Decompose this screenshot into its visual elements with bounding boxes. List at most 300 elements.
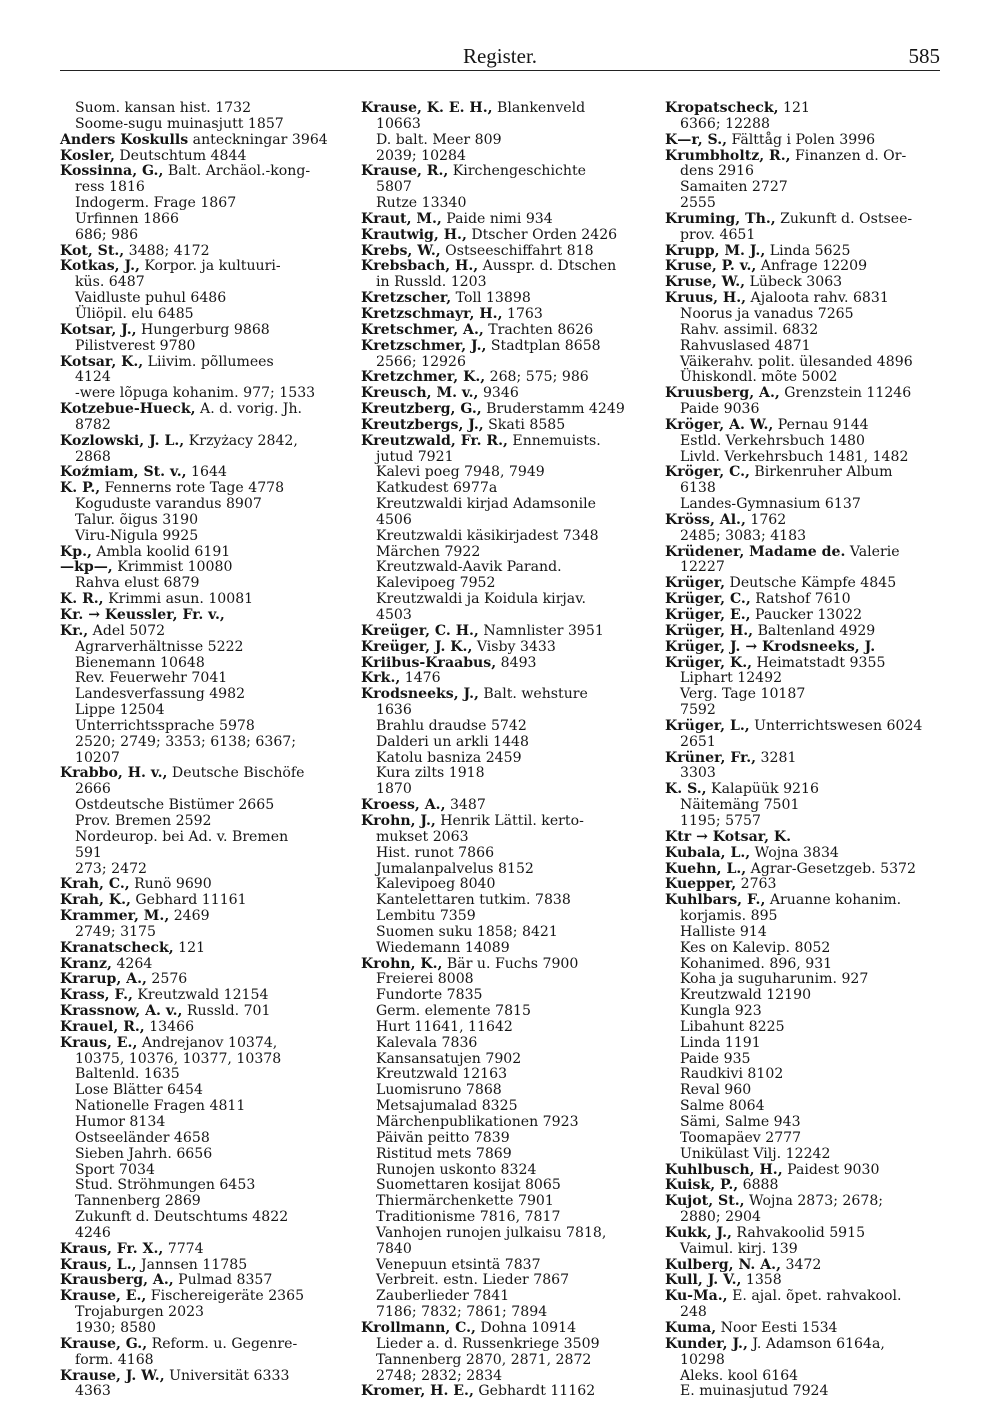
index-entry-heading (665, 386, 941, 402)
index-entry-heading (665, 1226, 941, 1242)
entry-reference: 7774 (163, 1240, 204, 1257)
entry-reference: E. ajal. õpet. rahvakool. (727, 1288, 902, 1305)
header-rule (60, 70, 940, 71)
entry-name: Kreutzwald, Fr. R., (361, 432, 508, 449)
entry-name: Kretzscher, (361, 290, 452, 307)
index-subentry: Rev. Feuerwehr 7041 (75, 670, 228, 687)
entry-name: Kot, St., (60, 242, 125, 259)
index-subentry: Jumalanpalvelus 8152 (376, 860, 534, 877)
index-subentry: Humor 8134 (75, 1114, 166, 1130)
index-subentry: Kantelettaren tutkim. 7838 (376, 892, 571, 909)
index-subentry: Fundorte 7835 (376, 987, 483, 1004)
entry-reference: Henrik Lättil. kerto- (435, 812, 584, 829)
entry-name: Krüger, (665, 575, 726, 592)
entry-name: Krodsneeks, J., (361, 686, 479, 703)
entry-name: Krauel, R., (60, 1018, 145, 1035)
index-entry-heading (665, 576, 941, 592)
index-entry-heading (361, 687, 639, 703)
index-entry-continuation: 4363 (75, 1383, 111, 1400)
index-entry-continuation: 10298 (680, 1351, 725, 1368)
page-number: 585 (908, 44, 940, 68)
entry-name: Kröger, C., (665, 464, 750, 481)
entry-reference: Dohna 10914 (475, 1319, 577, 1336)
index-entry-heading (361, 323, 639, 339)
index-entry-heading (361, 671, 639, 687)
index-subentry: 4503 (376, 607, 412, 623)
index-subentry: Venepuun etsintä 7837 (376, 1256, 541, 1273)
index-entry-heading (60, 323, 336, 339)
entry-reference: 3488; 4172 (124, 242, 210, 259)
index-subentry: 2748; 2832; 2834 (376, 1367, 503, 1384)
page-header (60, 38, 940, 72)
entry-reference: Hungerburg 9868 (136, 321, 270, 338)
entry-name: —kp—, (60, 559, 113, 576)
index-subentry: Nordeurop. bei Ad. v. Bremen (75, 828, 289, 845)
index-subentry: Dalderi un arkli 1448 (376, 733, 529, 750)
entry-name: K. P., (60, 480, 101, 497)
index-subentry: Vaimul. kirj. 139 (680, 1240, 798, 1257)
index-entry-continuation: 2868 (75, 448, 111, 465)
entry-name: Kubala, L., (665, 844, 751, 861)
index-subentry: 591 (75, 844, 102, 861)
entry-reference: A. d. vorig. Jh. (195, 401, 303, 418)
index-column-1 (60, 101, 336, 1400)
index-entry-heading (361, 101, 639, 117)
index-subentry: Ristitud mets 7869 (376, 1145, 512, 1162)
entry-name: Kull, J. V., (665, 1272, 742, 1289)
index-subentry: Kungla 923 (680, 1003, 762, 1020)
entry-name: Kotkas, J., (60, 258, 140, 275)
entry-name: Kukk, J., (665, 1224, 732, 1241)
index-entry-heading (60, 608, 336, 624)
index-subentry: Libahunt 8225 (680, 1018, 785, 1035)
index-entry-continuation: dens 2916 (680, 163, 755, 180)
index-subentry: Rutze 13340 (376, 195, 467, 212)
index-entry-heading (665, 1337, 941, 1353)
index-entry-heading (665, 133, 941, 149)
index-entry-continuation: 2566; 12926 (376, 353, 466, 370)
entry-reference: Liivim. põllumees (143, 353, 274, 370)
entry-name: Krassnow, A. v., (60, 1003, 183, 1020)
index-subentry: Suom. kansan hist. 1732 (75, 100, 252, 116)
index-entry-heading (665, 782, 941, 798)
index-entry-heading (60, 434, 336, 450)
entry-name: Krohn, J., (361, 812, 436, 829)
index-subentry: Tannenberg 2869 (75, 1193, 201, 1210)
index-subentry: 2039; 10284 (376, 147, 466, 164)
entry-reference: Toll 13898 (451, 290, 531, 307)
index-entry-heading (361, 307, 639, 323)
index-entry-heading (665, 244, 941, 260)
index-subentry: Baltenld. 1635 (75, 1066, 180, 1083)
index-subentry: Kreutzwald 12190 (680, 987, 812, 1004)
index-subentry: Rahvuslased 4871 (680, 337, 811, 354)
index-entry-heading (361, 291, 639, 307)
index-entry-heading (665, 1273, 941, 1289)
index-entry-heading (665, 418, 941, 434)
index-subentry: Zauberlieder 7841 (376, 1288, 510, 1305)
index-entry-heading (60, 465, 336, 481)
entry-reference: Andrejanov 10374, (137, 1034, 278, 1051)
index-entry-heading (665, 1289, 941, 1305)
entry-name: Kujot, St., (665, 1193, 745, 1210)
index-subentry: Rahva elust 6879 (75, 575, 200, 592)
index-entry-continuation: 248 (680, 1304, 707, 1321)
entry-reference: Zukunft d. Ostsee- (775, 210, 913, 227)
entry-name: Anders Koskulls (60, 131, 189, 148)
index-subentry: 686; 986 (75, 226, 139, 243)
index-entry-heading (60, 592, 336, 608)
entry-reference: Korpor. ja kultuuri- (139, 258, 281, 275)
index-subentry: Traditionisme 7816, 7817 (376, 1209, 561, 1226)
entry-reference: Fennerns rote Tage 4778 (100, 480, 285, 497)
index-entry-continuation: 4124 (75, 369, 111, 386)
index-subentry: Zukunft d. Deutschtums 4822 (75, 1209, 289, 1226)
entry-name: Kromer, H. E., (361, 1383, 474, 1400)
index-subentry: Kura zilts 1918 (376, 765, 485, 782)
index-subentry: 4506 (376, 511, 412, 528)
index-entry-heading (361, 244, 639, 260)
entry-reference: 1644 (186, 464, 227, 481)
entry-name: Krohn, K., (361, 955, 443, 972)
entry-name: Kruming, Th., (665, 210, 776, 227)
index-entry-heading (665, 862, 941, 878)
entry-name: Kuehn, L., (665, 860, 747, 877)
index-subentry: Aleks. kool 6164 (680, 1367, 799, 1384)
index-subentry: Lippe 12504 (75, 702, 165, 719)
index-subentry: Lembitu 7359 (376, 908, 476, 925)
index-entry-heading (60, 893, 336, 909)
index-entry-heading (665, 830, 941, 846)
entry-name: Kuma, (665, 1319, 717, 1336)
entry-reference: 2469 (169, 908, 210, 925)
entry-reference: anteckningar 3964 (188, 131, 328, 148)
entry-reference: 2763 (736, 876, 777, 893)
entry-name: Kotsar, J., (60, 321, 137, 338)
entry-name: Ku-Ma., (665, 1288, 728, 1305)
index-entry-heading (60, 624, 336, 640)
entry-name: K. S., (665, 781, 707, 798)
index-subentry: 7592 (680, 702, 716, 719)
index-entry-heading (665, 259, 941, 275)
entry-name: Ktr → Kotsar, K. (665, 828, 792, 845)
index-subentry: Landesverfassung 4982 (75, 686, 246, 703)
index-subentry: Katkudest 6977a (376, 480, 498, 497)
entry-reference: Ennemuists. (507, 432, 601, 449)
index-subentry: Sämi, Salme 943 (680, 1114, 801, 1130)
index-entry-heading (60, 909, 336, 925)
index-subentry: Indogerm. Frage 1867 (75, 195, 237, 212)
entry-reference: Ajaloota rahv. 6831 (746, 290, 889, 307)
entry-reference: Namnlister 3951 (478, 622, 604, 639)
index-subentry: 2555 (680, 195, 716, 212)
index-entry-heading (665, 513, 941, 529)
entry-reference: Reform. u. Gegenre- (147, 1335, 298, 1352)
index-subentry: Trojaburgen 2023 (75, 1304, 205, 1321)
index-entry-continuation: in Russld. 1203 (376, 274, 487, 291)
entry-name: Krk., (361, 670, 401, 687)
index-entry-continuation: 2651 (680, 733, 716, 750)
index-subentry: Lieder a. d. Russenkriege 3509 (376, 1335, 600, 1352)
entry-name: Krabbo, H. v., (60, 765, 168, 782)
index-subentry: Samaiten 2727 (680, 179, 788, 196)
entry-reference: Bär u. Fuchs 7900 (442, 955, 579, 972)
index-entry-heading (665, 893, 941, 909)
entry-name: Krause, G., (60, 1335, 148, 1352)
index-subentry: Verbreit. estn. Lieder 7867 (376, 1272, 570, 1289)
index-entry-heading (60, 133, 336, 149)
entry-reference: Unterrichtswesen 6024 (749, 717, 923, 734)
index-entry-heading (60, 972, 336, 988)
index-subentry: Landes-Gymnasium 6137 (680, 496, 861, 513)
entry-reference: Bruderstamm 4249 (481, 401, 625, 418)
entry-name: Kuepper, (665, 876, 737, 893)
entry-name: Krah, K., (60, 892, 131, 909)
entry-reference: Gebhardt 11162 (473, 1383, 596, 1400)
entry-name: Krah, C., (60, 876, 130, 893)
index-subentry: Liphart 12492 (680, 670, 783, 687)
index-entry-heading (361, 640, 639, 656)
entry-reference: Gebhard 11161 (130, 892, 247, 909)
entry-name: Krause, R., (361, 163, 449, 180)
index-subentry: Lose Blätter 6454 (75, 1082, 203, 1099)
entry-name: Kranz, (60, 955, 112, 972)
entry-reference: Runö 9690 (129, 876, 212, 893)
entry-reference: Russld. 701 (182, 1003, 271, 1020)
entry-reference: 268; 575; 986 (485, 369, 589, 386)
index-subentry: Soome-sugu muinasjutt 1857 (75, 115, 284, 132)
index-entry-heading (665, 624, 941, 640)
entry-name: Kretschmer, A., (361, 321, 484, 338)
index-subentry: Kalevala 7836 (376, 1034, 478, 1051)
entry-reference: Noor Eesti 1534 (716, 1319, 838, 1336)
entry-name: Kreüger, C. H., (361, 622, 479, 639)
index-subentry: Thiermärchenkette 7901 (376, 1193, 554, 1210)
entry-name: Kruse, P. v., (665, 258, 757, 275)
index-column-3 (665, 101, 941, 1400)
index-subentry: Verg. Tage 10187 (680, 686, 806, 703)
entry-name: Krüner, Fr., (665, 749, 757, 766)
index-subentry: 1930; 8580 (75, 1319, 156, 1336)
index-entry-heading (60, 402, 336, 418)
entry-reference: Visby 3433 (472, 638, 556, 655)
entry-name: Krause, E., (60, 1288, 147, 1305)
entry-reference: 13466 (144, 1018, 195, 1035)
index-subentry: Livld. Verkehrsbuch 1481, 1482 (680, 448, 909, 465)
entry-name: Kretzchmer, K., (361, 369, 486, 386)
entry-reference: Jannsen 11785 (136, 1256, 248, 1273)
index-entry-heading (60, 355, 336, 371)
index-entry-heading (361, 386, 639, 402)
index-subentry: Kreutzwaldi kirjad Adamsonile (376, 496, 596, 513)
index-entry-continuation: 1636 (376, 702, 412, 719)
entry-name: Krüger, J. → Krodsneeks, J. (665, 638, 876, 655)
index-entry-heading (60, 1289, 336, 1305)
index-entry-heading (361, 228, 639, 244)
entry-name: Kozlowski, J. L., (60, 432, 185, 449)
index-subentry: 7186; 7832; 7861; 7894 (376, 1304, 548, 1321)
index-subentry: Märchenpublikationen 7923 (376, 1114, 579, 1130)
entry-reference: Pulmad 8357 (173, 1272, 273, 1289)
index-subentry: 10207 (75, 749, 120, 766)
index-entry-continuation: 2880; 2904 (680, 1209, 761, 1226)
index-entry-heading (665, 719, 941, 735)
index-subentry: Koguduste varandus 8907 (75, 496, 262, 513)
index-entry-heading (60, 1337, 336, 1353)
index-entry-heading (60, 766, 336, 782)
entry-reference: Anfrage 12209 (756, 258, 868, 275)
index-subentry: 4246 (75, 1224, 111, 1241)
entry-name: Kuisk, P., (665, 1177, 739, 1194)
entry-reference: Skati 8585 (483, 416, 566, 433)
index-subentry: -were lõpuga kohanim. 977; 1533 (75, 385, 316, 402)
entry-name: Krebsbach, H., (361, 258, 479, 275)
entry-name: Krarup, A., (60, 971, 147, 988)
index-subentry: Ühiskondl. mõte 5002 (680, 369, 838, 386)
index-entry-heading (60, 1242, 336, 1258)
entry-name: Kossinna, G., (60, 163, 164, 180)
entry-name: Koźmiam, St. v., (60, 464, 187, 481)
index-subentry: Kalevipoeg 8040 (376, 876, 496, 893)
index-subentry: 273; 2472 (75, 860, 147, 877)
entry-reference: Stadtplan 8658 (486, 337, 601, 354)
index-entry-heading (665, 545, 941, 561)
entry-reference: 2576 (146, 971, 188, 988)
index-entry-heading (361, 798, 639, 814)
entry-name: Kunder, J., (665, 1335, 748, 1352)
index-entry-heading (665, 608, 941, 624)
entry-name: K. R., (60, 591, 104, 608)
index-subentry: Sieben Jahrh. 6656 (75, 1145, 213, 1162)
entry-reference: Birkenruher Album (749, 464, 893, 481)
entry-reference: Kirchengeschichte (448, 163, 586, 180)
index-entry-continuation: Kalevipoeg 7952 (376, 575, 496, 592)
index-subentry: Vanhojen runojen julkaisu 7818, (376, 1224, 607, 1241)
index-subentry: Urfinnen 1866 (75, 210, 179, 227)
index-entry-heading (60, 941, 336, 957)
index-subentry: Runojen uskonto 8324 (376, 1161, 537, 1178)
index-subentry: Viru-Nigula 9925 (75, 527, 199, 544)
index-entry-heading (60, 1020, 336, 1036)
entry-reference: Universität 6333 (164, 1367, 290, 1384)
index-entry-continuation: korjamis. 895 (680, 908, 778, 925)
index-entry-continuation: 10663 (376, 115, 421, 132)
index-subentry: Ostdeutsche Bistümer 2665 (75, 797, 275, 814)
index-entry-heading (361, 1384, 639, 1400)
entry-name: Kotsar, K., (60, 353, 144, 370)
entry-reference: Deutsche Kämpfe 4845 (725, 575, 897, 592)
index-entry-heading (60, 988, 336, 1004)
index-subentry: Salme 8064 (680, 1098, 765, 1115)
entry-name: Krebs, W., (361, 242, 441, 259)
entry-reference: J. Adamson 6164a, (747, 1335, 885, 1352)
index-subentry: Suomettaren kosijat 8065 (376, 1177, 561, 1194)
index-entry-heading (361, 259, 639, 275)
entry-reference: 1358 (741, 1272, 782, 1289)
entry-name: Kulberg, N. A., (665, 1256, 781, 1273)
index-entry-heading (361, 164, 639, 180)
entry-reference: Wojna 2873; 2678; (744, 1193, 884, 1210)
index-subentry: Väikerahv. polit. ülesanded 4896 (680, 353, 913, 370)
index-subentry: Kohanimed. 896, 931 (680, 955, 833, 972)
index-entry-heading (665, 465, 941, 481)
index-subentry: Hist. runot 7866 (376, 844, 495, 861)
entry-name: Krüger, L., (665, 717, 750, 734)
index-entry-heading (60, 481, 336, 497)
index-subentry: Kansansatujen 7902 (376, 1050, 522, 1067)
entry-name: Krüger, H., (665, 622, 754, 639)
entry-name: Krammer, M., (60, 908, 170, 925)
index-entry-continuation: mukset 2063 (376, 828, 469, 845)
entry-reference: 121 (173, 939, 206, 956)
index-subentry: 3303 (680, 765, 716, 782)
index-subentry: Kes on Kalevip. 8052 (680, 939, 831, 956)
index-subentry: Freierei 8008 (376, 971, 474, 988)
index-subentry: Linda 1191 (680, 1034, 761, 1051)
entry-name: Kranatscheck, (60, 939, 174, 956)
entry-name: Kretzschmayr, H., (361, 305, 503, 322)
entry-name: Kruus, H., (665, 290, 747, 307)
index-subentry: 1870 (376, 781, 412, 798)
index-entry-heading (665, 751, 941, 767)
index-subentry: Stud. Ströhmungen 6453 (75, 1177, 256, 1194)
index-subentry: E. muinasjutud 7924 (680, 1383, 829, 1400)
entry-reference: Krimmi asun. 10081 (103, 591, 254, 608)
entry-reference: Pernau 9144 (773, 416, 869, 433)
entry-reference: 8493 (496, 654, 537, 671)
entry-reference: 121 (778, 100, 810, 116)
index-entry-heading (60, 244, 336, 260)
entry-reference: Ambla koolid 6191 (91, 543, 231, 560)
index-subentry: Päivän peitto 7839 (376, 1129, 510, 1146)
entry-reference: Fischereigeräte 2365 (146, 1288, 305, 1305)
index-subentry: Kalevi poeg 7948, 7949 (376, 464, 545, 481)
entry-reference: Agrar-Gesetzgeb. 5372 (746, 860, 916, 877)
index-subentry: Metsajumalad 8325 (376, 1098, 518, 1115)
entry-reference: Rahvakoolid 5915 (731, 1224, 866, 1241)
index-entry-heading (361, 339, 639, 355)
index-entry-continuation: prov. 4651 (680, 226, 756, 243)
index-subentry: Rahv. assimil. 6832 (680, 321, 819, 338)
index-subentry: Üliöpil. elu 6485 (75, 305, 194, 322)
entry-name: Kröger, A. W., (665, 416, 774, 433)
entry-reference: Finanzen d. Or- (790, 147, 907, 164)
entry-name: Krollmann, C., (361, 1319, 476, 1336)
index-subentry: Kreutzwald 12163 (376, 1066, 508, 1083)
entry-reference: 3281 (756, 749, 797, 766)
index-entry-heading (665, 1178, 941, 1194)
index-entry-heading (60, 1004, 336, 1020)
entry-reference: Deutsche Bischöfe (167, 765, 305, 782)
index-subentry: Tannenberg 2870, 2871, 2872 (376, 1351, 592, 1368)
index-entry-heading (665, 1194, 941, 1210)
index-entry-continuation: 5807 (376, 179, 412, 196)
entry-reference: 1476 (400, 670, 441, 687)
entry-reference: Grenzstein 11246 (779, 385, 912, 402)
index-subentry: 2485; 3083; 4183 (680, 527, 807, 544)
index-entry-heading (361, 418, 639, 434)
index-subentry: Wiedemann 14089 (376, 939, 510, 956)
entry-name: Krüger, K., (665, 654, 753, 671)
index-entry-heading (665, 656, 941, 672)
entry-reference: 9346 (478, 385, 519, 402)
entry-name: Kruse, W., (665, 274, 746, 291)
entry-name: Krautwig, H., (361, 226, 467, 243)
index-subentry: Halliste 914 (680, 923, 767, 940)
running-title: Register. (462, 44, 538, 68)
index-subentry: Germ. elemente 7815 (376, 1003, 531, 1020)
index-subentry: Pilistverest 9780 (75, 337, 196, 354)
